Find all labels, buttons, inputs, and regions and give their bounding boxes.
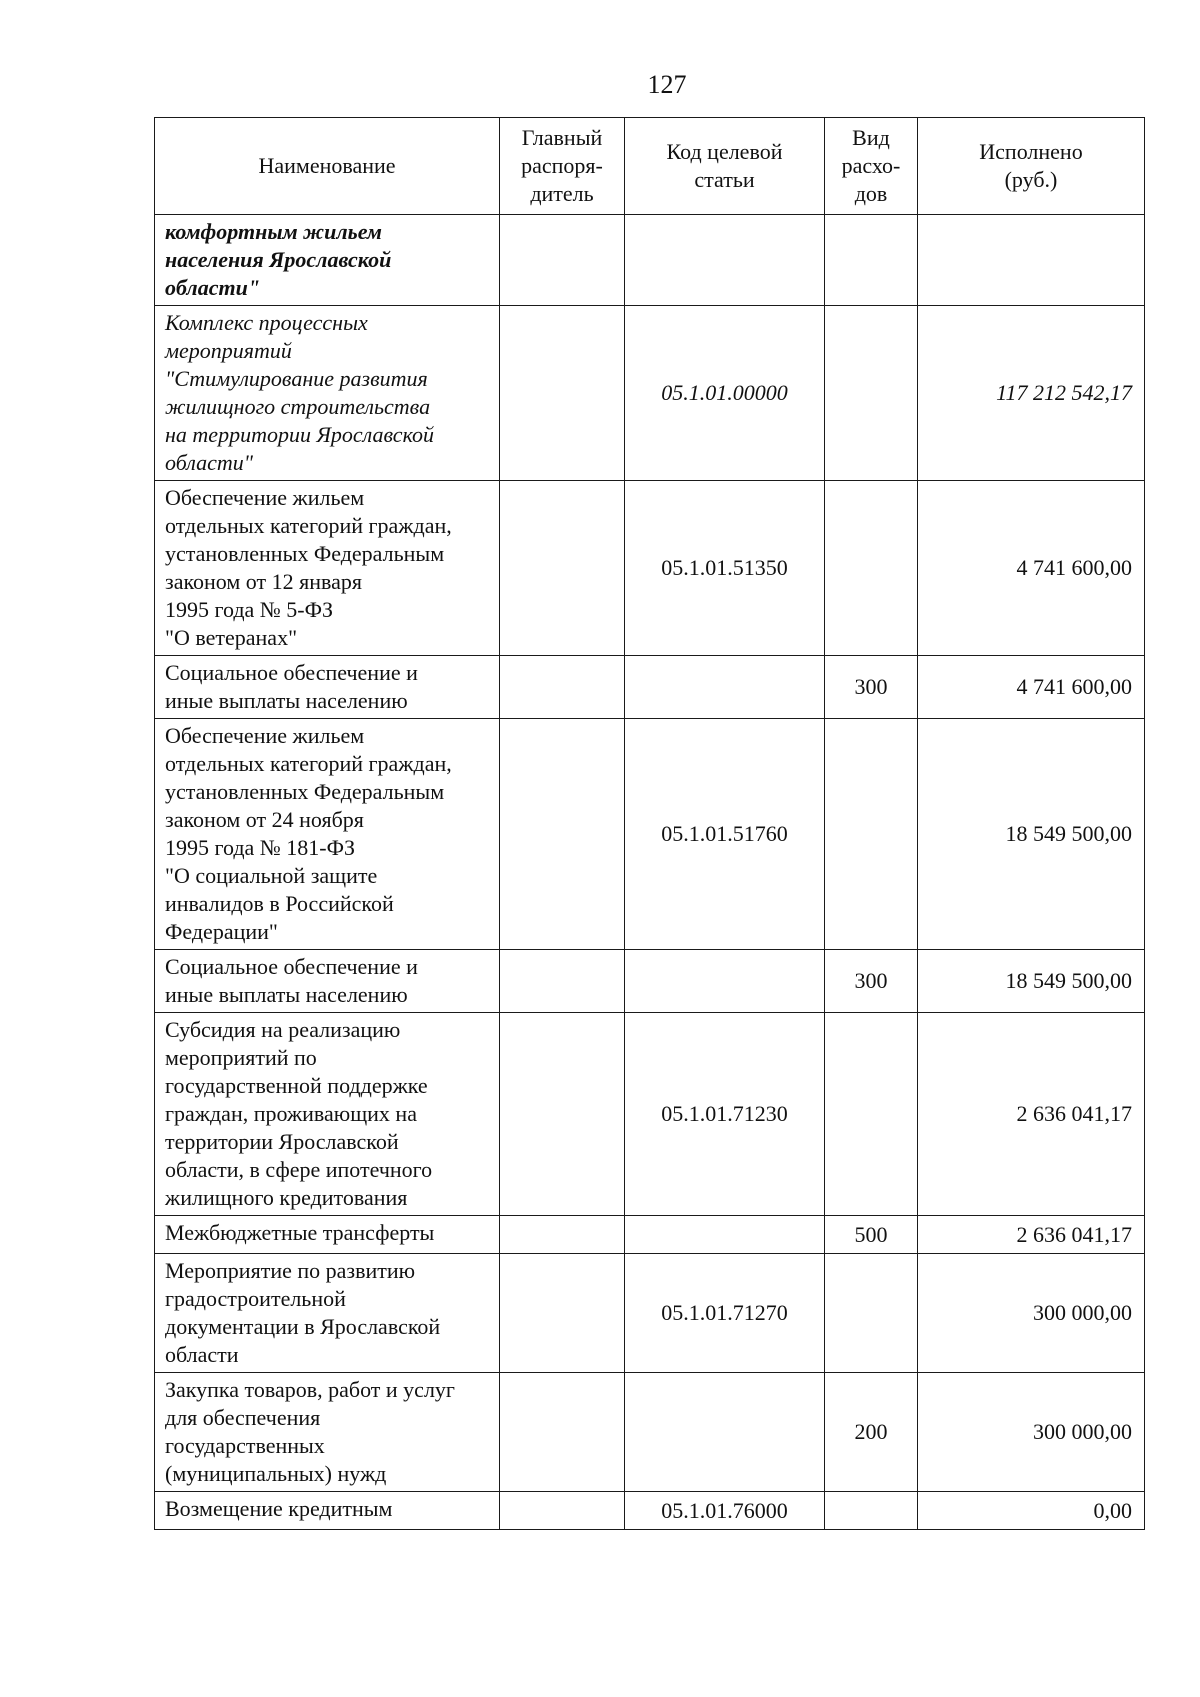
page-number: 127 [647,70,687,99]
cell-vid [825,306,918,481]
cell-name: Социальное обеспечение и иные выплаты населению [155,656,500,719]
cell-kod [625,1373,825,1492]
header-glavny: Главный распоря- дитель [500,118,625,215]
header-kod: Код целевой статьи [625,118,825,215]
table-row [155,1013,1145,1216]
cell-kod: 05.1.01.51760 [625,719,825,950]
cell-vid [825,1013,918,1216]
table-row [155,1373,1145,1492]
cell-name: комфортным жильем населения Ярославской области" [155,215,500,306]
cell-kod: 05.1.01.51350 [625,481,825,656]
table-row [155,481,1145,656]
cell-vid [825,1254,918,1373]
cell-vid [825,215,918,306]
cell-name: Межбюджетные трансферты [155,1216,500,1254]
header-ispolneno: Исполнено (руб.) [918,118,1145,215]
cell-name: Возмещение кредитным [155,1492,500,1530]
cell-vid: 300 [825,950,918,1013]
cell-amount: 18 549 500,00 [918,950,1145,1013]
table-row [155,950,1145,1013]
cell-glavny [500,481,625,656]
cell-vid: 300 [825,656,918,719]
cell-glavny [500,719,625,950]
cell-kod [625,950,825,1013]
cell-amount: 300 000,00 [918,1254,1145,1373]
cell-glavny [500,950,625,1013]
header-vid: Вид расхо- дов [825,118,918,215]
cell-name: Обеспечение жильем отдельных категорий граждан, установленных Федеральным законом от 12 января 1995 года № 5-ФЗ "О ветеранах" [155,481,500,656]
cell-amount: 117 212 542,17 [918,306,1145,481]
cell-vid [825,481,918,656]
cell-vid [825,719,918,950]
cell-amount: 4 741 600,00 [918,481,1145,656]
cell-name: Мероприятие по развитию градостроительной документации в Ярославской области [155,1254,500,1373]
cell-vid [825,1492,918,1530]
cell-kod: 05.1.01.00000 [625,306,825,481]
cell-glavny [500,1216,625,1254]
table-header-row [155,118,1145,215]
cell-glavny [500,1254,625,1373]
cell-name: Социальное обеспечение и иные выплаты населению [155,950,500,1013]
table-row [155,306,1145,481]
table-row [155,1492,1145,1530]
cell-kod [625,656,825,719]
cell-amount: 2 636 041,17 [918,1013,1145,1216]
table-row [155,1254,1145,1373]
table-row [155,719,1145,950]
cell-glavny [500,306,625,481]
cell-amount: 300 000,00 [918,1373,1145,1492]
cell-kod: 05.1.01.71230 [625,1013,825,1216]
cell-kod [625,215,825,306]
cell-name: Обеспечение жильем отдельных категорий граждан, установленных Федеральным законом от 24 ноября 1995 года № 181-ФЗ "О социальной защите инвалидов в Российской Федерации" [155,719,500,950]
cell-name: Комплекс процессных мероприятий "Стимулирование развития жилищного строительства на территории Ярославской области" [155,306,500,481]
table-row [155,215,1145,306]
cell-name: Субсидия на реализацию мероприятий по государственной поддержке граждан, проживающих на территории Ярославской области, в сфере ипотечного жилищного кредитования [155,1013,500,1216]
cell-kod [625,1216,825,1254]
cell-glavny [500,1013,625,1216]
cell-glavny [500,1492,625,1530]
cell-glavny [500,215,625,306]
table-row [155,1216,1145,1254]
cell-name: Закупка товаров, работ и услуг для обеспечения государственных (муниципальных) нужд [155,1373,500,1492]
cell-kod: 05.1.01.76000 [625,1492,825,1530]
cell-amount: 0,00 [918,1492,1145,1530]
table-row [155,656,1145,719]
cell-vid: 500 [825,1216,918,1254]
table-body [155,215,1145,1530]
cell-amount: 4 741 600,00 [918,656,1145,719]
cell-amount [918,215,1145,306]
header-name: Наименование [155,118,500,215]
cell-amount: 18 549 500,00 [918,719,1145,950]
cell-glavny [500,1373,625,1492]
budget-table [154,117,1145,1530]
cell-kod: 05.1.01.71270 [625,1254,825,1373]
cell-vid: 200 [825,1373,918,1492]
cell-amount: 2 636 041,17 [918,1216,1145,1254]
cell-glavny [500,656,625,719]
